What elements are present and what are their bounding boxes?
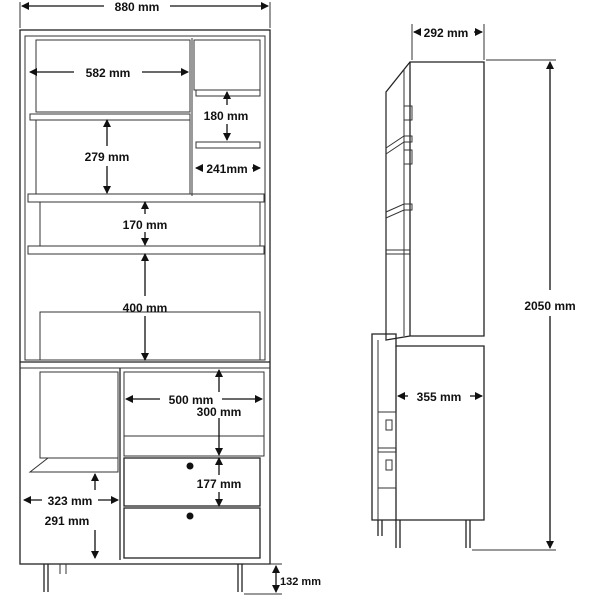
shelf-full-1 — [28, 194, 264, 202]
shelf-1 — [30, 114, 190, 120]
small-shelf-b — [196, 142, 260, 148]
drawer-knob-1 — [187, 463, 194, 470]
bottom-depth-label: 355 mm — [416, 390, 462, 404]
open-section-back — [40, 312, 260, 360]
top-right-compartment — [194, 40, 260, 90]
side-drawer-knob-1 — [386, 420, 392, 430]
side-drawer-knob-2 — [386, 460, 392, 470]
lower-left-shelf — [30, 458, 118, 472]
small-shelf-height-label: 180 mm — [203, 109, 249, 123]
side-small-shelf-a — [404, 106, 412, 120]
small-shelf-a — [196, 90, 260, 96]
leg-height-label: 132 mm — [280, 576, 321, 588]
top-depth-label: 292 mm — [423, 26, 469, 40]
left-lower-width-label: 323 mm — [47, 494, 93, 508]
side-lower-outline — [372, 334, 484, 520]
side-view — [372, 24, 576, 550]
side-shelf-2 — [386, 204, 412, 218]
shelf-full-2 — [28, 246, 264, 254]
total-height-label: 2050 mm — [524, 299, 576, 313]
left-lower-height-label: 291 mm — [44, 514, 90, 528]
side-shelf-1 — [386, 136, 412, 154]
drawer-knob-2 — [187, 513, 194, 520]
lower-shelf-width-label: 500 mm — [168, 393, 214, 407]
middle-niche-height-label: 170 mm — [122, 218, 168, 232]
lower-left-upper-space — [40, 372, 118, 458]
left-comp-height-label: 279 mm — [84, 150, 130, 164]
total-width-label: 880 mm — [114, 0, 160, 14]
side-niche-width-label: 241mm — [206, 162, 248, 176]
lower-right-shelf — [124, 436, 264, 456]
top-left-width-label: 582 mm — [85, 66, 131, 80]
lower-shelf-height-label: 300 mm — [196, 405, 242, 419]
side-upper-outline — [386, 62, 484, 340]
open-section-height-label: 400 mm — [122, 301, 168, 315]
side-small-shelf-b — [404, 150, 412, 164]
drawer-height-label: 177 mm — [196, 477, 242, 491]
front-view — [20, 0, 321, 594]
